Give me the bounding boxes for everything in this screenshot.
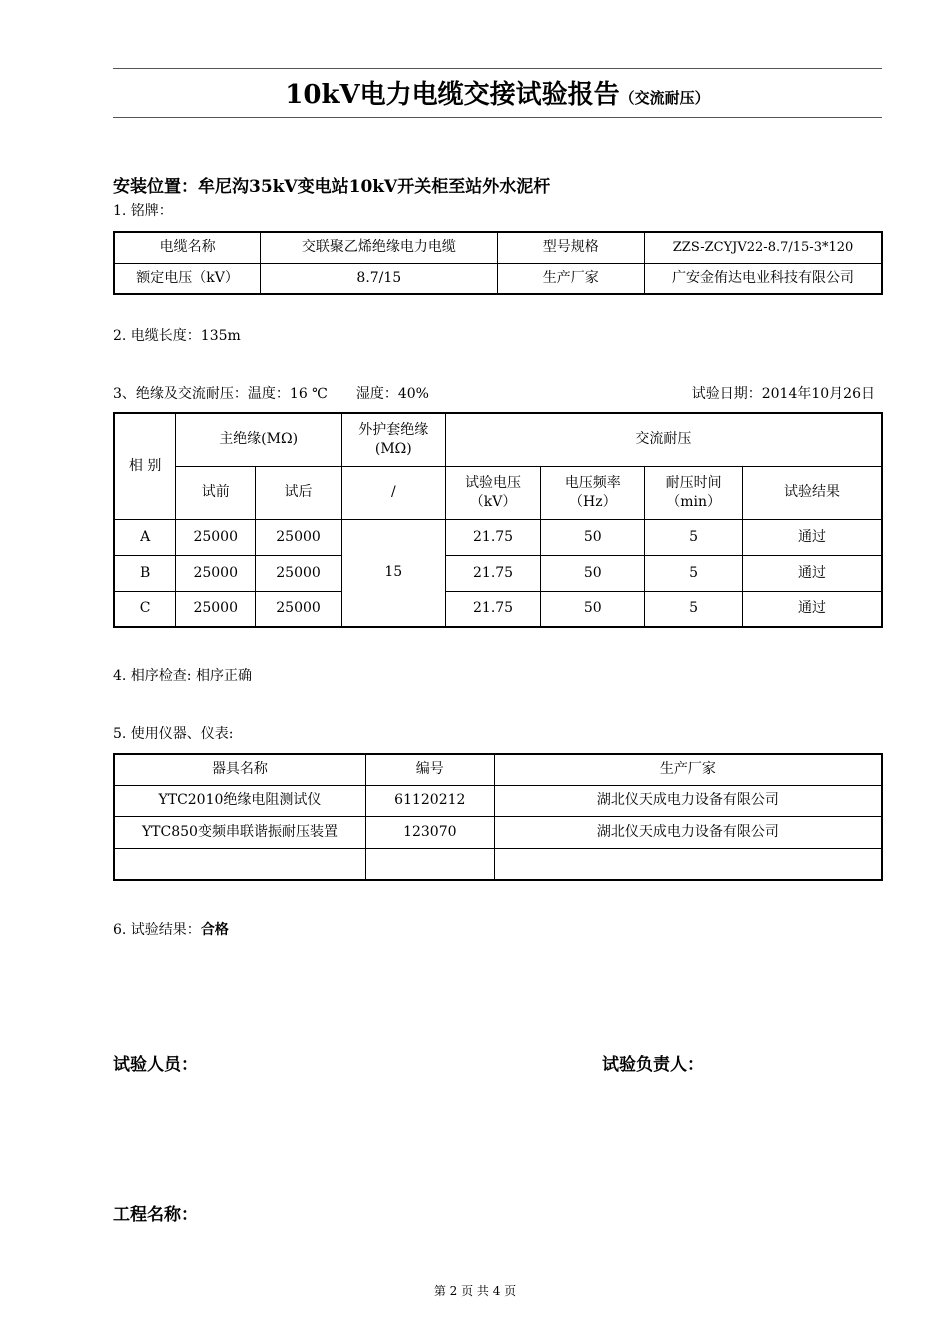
header-sheath [341,413,445,466]
result-cell: 通过 [743,591,883,627]
table-row [114,785,882,816]
voltage-cell: 21.75 [445,555,541,591]
sheath-value-cell: 15 [341,519,445,627]
nameplate-cell: 型号规格 [497,232,645,263]
page-footer: 第 2 页 共 4 页 [433,1284,517,1298]
section-nameplate-heading: 1. 铭牌： [113,203,173,219]
header-freq-unit: （Hz） [569,493,617,510]
tester-signature-label: 试验人员： [113,1055,198,1075]
after-cell: 25000 [256,519,342,555]
header-before: 试前 [176,466,256,519]
result-cell: 通过 [743,519,883,555]
instruments-header-name: 器具名称 [114,754,365,785]
report-title [113,78,882,115]
voltage-cell: 21.75 [445,519,541,555]
title-main: 10kV电力电缆交接试验报告 [285,80,620,110]
header-phase: 相 别 [114,413,176,519]
instrument-maker-cell [494,848,882,880]
header-duration-unit: （min） [666,493,721,510]
header-main-insulation: 主绝缘(MΩ) [176,413,342,466]
header-voltage [445,466,541,519]
freq-cell: 50 [541,519,645,555]
header-sheath-label: 外护套绝缘 [358,421,429,438]
header-ac-withstand: 交流耐压 [445,413,882,466]
insulation-heading: 3、绝缘及交流耐压：温度：16 ℃ 湿度：40% [113,386,429,402]
phase-sequence-check: 4. 相序检查: 相序正确 [113,668,252,684]
time-cell: 5 [645,519,743,555]
before-cell: 25000 [176,591,256,627]
header-result: 试验结果 [743,466,883,519]
table-row [114,555,882,591]
nameplate-table [113,231,883,295]
header-voltage-unit: （kV） [469,493,517,510]
instrument-serial-cell: 61120212 [365,785,494,816]
instrument-name-cell: YTC850变频串联谐振耐压装置 [114,816,365,848]
instrument-serial-cell [365,848,494,880]
supervisor-signature-label: 试验负责人： [602,1055,704,1075]
insulation-test-table [113,412,883,628]
table-row [114,848,882,880]
title-bottom-rule [113,117,882,118]
instrument-serial-cell: 123070 [365,816,494,848]
table-row [114,816,882,848]
before-cell: 25000 [176,555,256,591]
nameplate-cell: 交联聚乙烯绝缘电力电缆 [261,232,497,263]
before-cell: 25000 [176,519,256,555]
instrument-name-cell: YTC2010绝缘电阻测试仪 [114,785,365,816]
table-row [114,519,882,555]
instrument-name-cell [114,848,365,880]
header-duration-label: 耐压时间 [665,474,722,491]
result-cell: 通过 [743,555,883,591]
title-sub: （交流耐压） [619,89,710,107]
nameplate-cell: 广安金侑达电业科技有限公司 [645,263,882,294]
instruments-table [113,753,883,881]
instrument-maker-cell: 湖北仪天成电力设备有限公司 [494,785,882,816]
header-slash: / [341,466,445,519]
header-after: 试后 [256,466,342,519]
instrument-maker-cell: 湖北仪天成电力设备有限公司 [494,816,882,848]
header-voltage-label: 试验电压 [465,474,522,491]
after-cell: 25000 [256,555,342,591]
table-row [114,591,882,627]
phase-cell: B [114,555,176,591]
phase-cell: A [114,519,176,555]
instruments-heading: 5. 使用仪器、仪表: [113,726,234,742]
time-cell: 5 [645,555,743,591]
header-duration [645,466,743,519]
nameplate-cell: 生产厂家 [497,263,645,294]
install-location: 安装位置：牟尼沟35kV变电站10kV开关柜至站外水泥杆 [113,177,551,197]
nameplate-cell: 额定电压（kV） [114,263,261,294]
project-name-label: 工程名称： [113,1205,198,1225]
cable-length: 2. 电缆长度：135m [113,328,241,344]
test-result [113,919,229,939]
header-freq-label: 电压频率 [564,474,621,491]
test-date: 试验日期：2014年10月26日 [691,386,875,402]
header-sheath-unit: (MΩ) [374,440,412,457]
freq-cell: 50 [541,555,645,591]
title-top-rule [113,68,882,69]
header-freq [541,466,645,519]
after-cell: 25000 [256,591,342,627]
test-result-value: 合格 [200,922,229,938]
phase-cell: C [114,591,176,627]
nameplate-cell: 8.7/15 [261,263,497,294]
nameplate-cell: ZZS-ZCYJV22-8.7/15-3*120 [645,232,882,263]
instruments-header-maker: 生产厂家 [494,754,882,785]
test-result-label: 6. 试验结果： [113,922,201,938]
time-cell: 5 [645,591,743,627]
freq-cell: 50 [541,591,645,627]
voltage-cell: 21.75 [445,591,541,627]
nameplate-cell: 电缆名称 [114,232,261,263]
instruments-header-serial: 编号 [365,754,494,785]
